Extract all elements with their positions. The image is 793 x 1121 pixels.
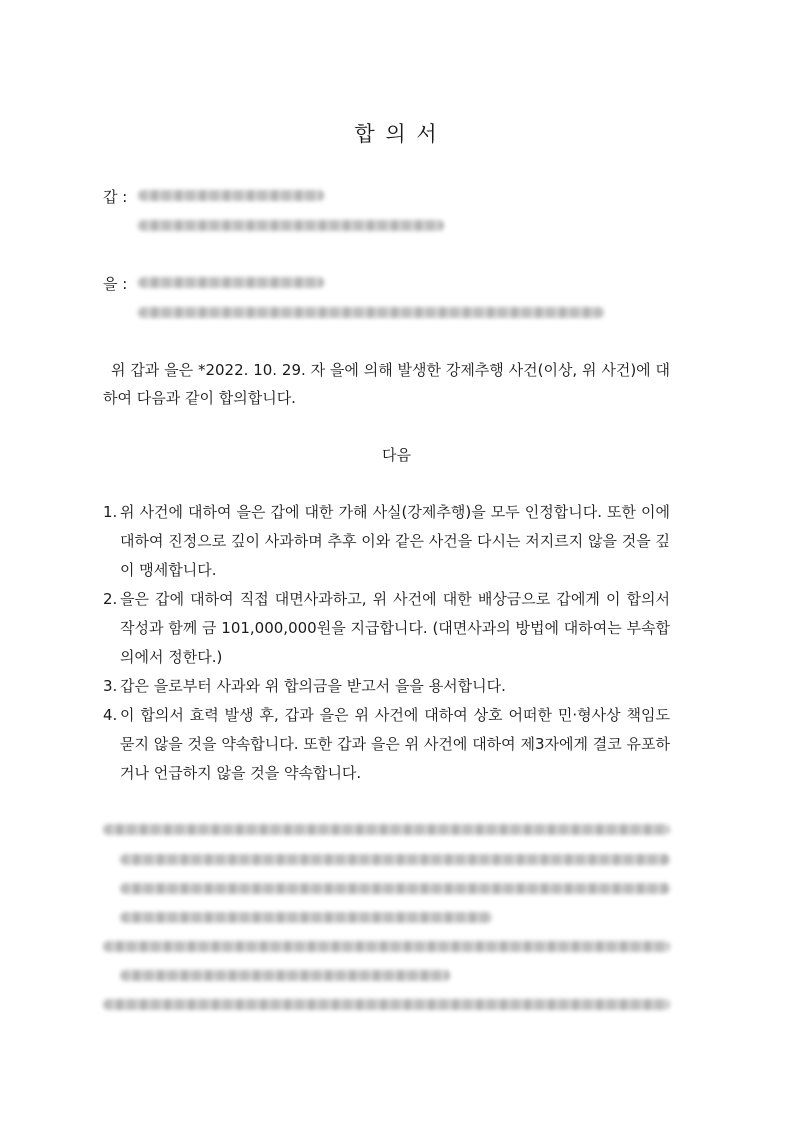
clause-item [103,498,670,585]
clause-item [103,585,670,672]
clause-number: 3. [103,677,118,695]
redacted-clause-line [120,883,670,894]
redacted-party-a-line-1 [138,190,324,201]
clause-number: 1. [103,503,118,521]
redacted-party-b-line-2 [138,307,604,318]
clause-text: 갑은 을로부터 사과와 위 합의금을 받고서 을을 용서합니다. [120,677,506,695]
redacted-clause-line [103,824,670,835]
party-b [103,273,137,294]
redacted-clause-line [120,912,492,923]
clause-number: 2. [103,590,118,608]
redacted-clause-line [103,999,670,1010]
party-a [103,186,137,207]
clause-item [103,701,670,788]
clause-text: 위 사건에 대하여 을은 갑에 대한 가해 사실(강제추행)을 모두 인정합니다. 또한 이에 대하여 진정으로 깊이 사과하며 추후 이와 같은 사건을 다시는 저지르지 않을 것을 깊이 맹세합니다. [120,503,670,579]
clause-text: 을은 갑에 대하여 직접 대면사과하고, 위 사건에 대한 배상금으로 갑에게 이 합의서 작성과 함께 금 101,000,000원을 지급합니다. (대면사과의 방법에 대하여는 부속합의에서 정한다.) [120,590,670,666]
clause-text: 이 합의서 효력 발생 후, 갑과 을은 위 사건에 대하여 상호 어떠한 민·형사상 책임도 묻지 않을 것을 약속합니다. 또한 갑과 을은 위 사건에 대하여 제3자에게 결코 유포하거나 언급하지 않을 것을 약속합니다. [120,706,670,782]
party-a-label: 갑 : [103,188,128,206]
clause-list [103,498,670,788]
redacted-clause-line [120,970,450,981]
redacted-clause-line [103,941,670,952]
redacted-clause-line [120,854,670,865]
clause-item [103,672,670,701]
redacted-party-b-line-1 [138,277,324,288]
intro-paragraph: 위 갑과 을은 *2022. 10. 29. 자 을에 의해 발생한 강제추행 사건(이상, 위 사건)에 대하여 다음과 같이 합의합니다. [103,361,670,407]
party-b-label: 을 : [103,275,128,293]
page-title: 합 의 서 [354,122,439,146]
section-heading: 다음 [382,446,411,464]
redacted-party-a-line-2 [138,220,444,231]
clause-number: 4. [103,706,118,724]
